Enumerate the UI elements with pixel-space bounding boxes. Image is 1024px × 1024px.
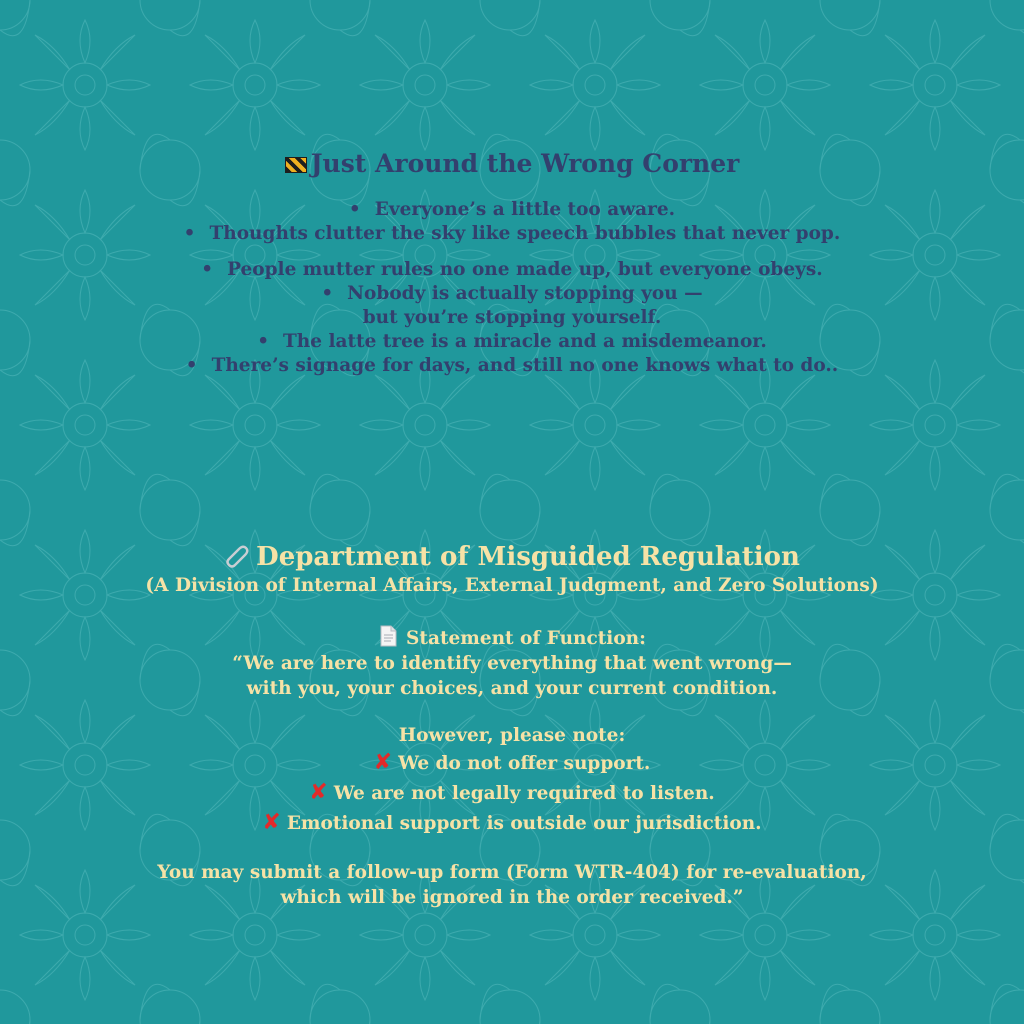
note-item: ✘ We are not legally required to listen. xyxy=(309,780,715,805)
document-icon xyxy=(378,625,398,647)
list-item: • The latte tree is a miracle and a misdemeanor. xyxy=(257,331,767,352)
list-item: • Thoughts clutter the sky like speech bubbles that never pop. xyxy=(183,223,841,244)
statement-heading: Statement of Function: xyxy=(0,625,1024,651)
note-item: ✘ We do not offer support. xyxy=(373,750,651,775)
note-item: ✘ Emotional support is outside our jurisdiction. xyxy=(262,810,762,835)
list-item: • People mutter rules no one made up, but everyone obeys. xyxy=(201,259,823,280)
followup-line: You may submit a follow-up form (Form WTR-404) for re-evaluation, xyxy=(157,862,867,883)
paperclip-icon xyxy=(224,542,252,568)
department-title: Department of Misguided Regulation xyxy=(0,540,1024,574)
hazard-stripes-icon xyxy=(285,157,307,173)
list-item: • Nobody is actually stopping you — xyxy=(321,283,703,304)
wrong-corner-section xyxy=(0,148,1024,378)
followup-line: which will be ignored in the order received.” xyxy=(280,887,744,908)
department-subtitle: (A Division of Internal Affairs, External Judgment, and Zero Solutions) xyxy=(145,575,879,596)
note-heading: However, please note: xyxy=(398,725,626,746)
list-item-continuation: but you’re stopping yourself. xyxy=(362,307,662,328)
x-mark-icon: ✘ xyxy=(373,750,393,775)
x-mark-icon: ✘ xyxy=(262,810,281,835)
x-mark-icon: ✘ xyxy=(309,780,328,805)
list-item: • Everyone’s a little too aware. xyxy=(348,199,676,220)
section1-bullet-list xyxy=(0,198,1024,378)
statement-line: “We are here to identify everything that went wrong— xyxy=(232,653,792,674)
department-section xyxy=(0,540,1024,910)
statement-line: with you, your choices, and your current condition. xyxy=(246,678,778,699)
section1-title: Just Around the Wrong Corner xyxy=(0,148,1024,180)
list-item: • There’s signage for days, and still no one knows what to do.. xyxy=(185,355,839,376)
